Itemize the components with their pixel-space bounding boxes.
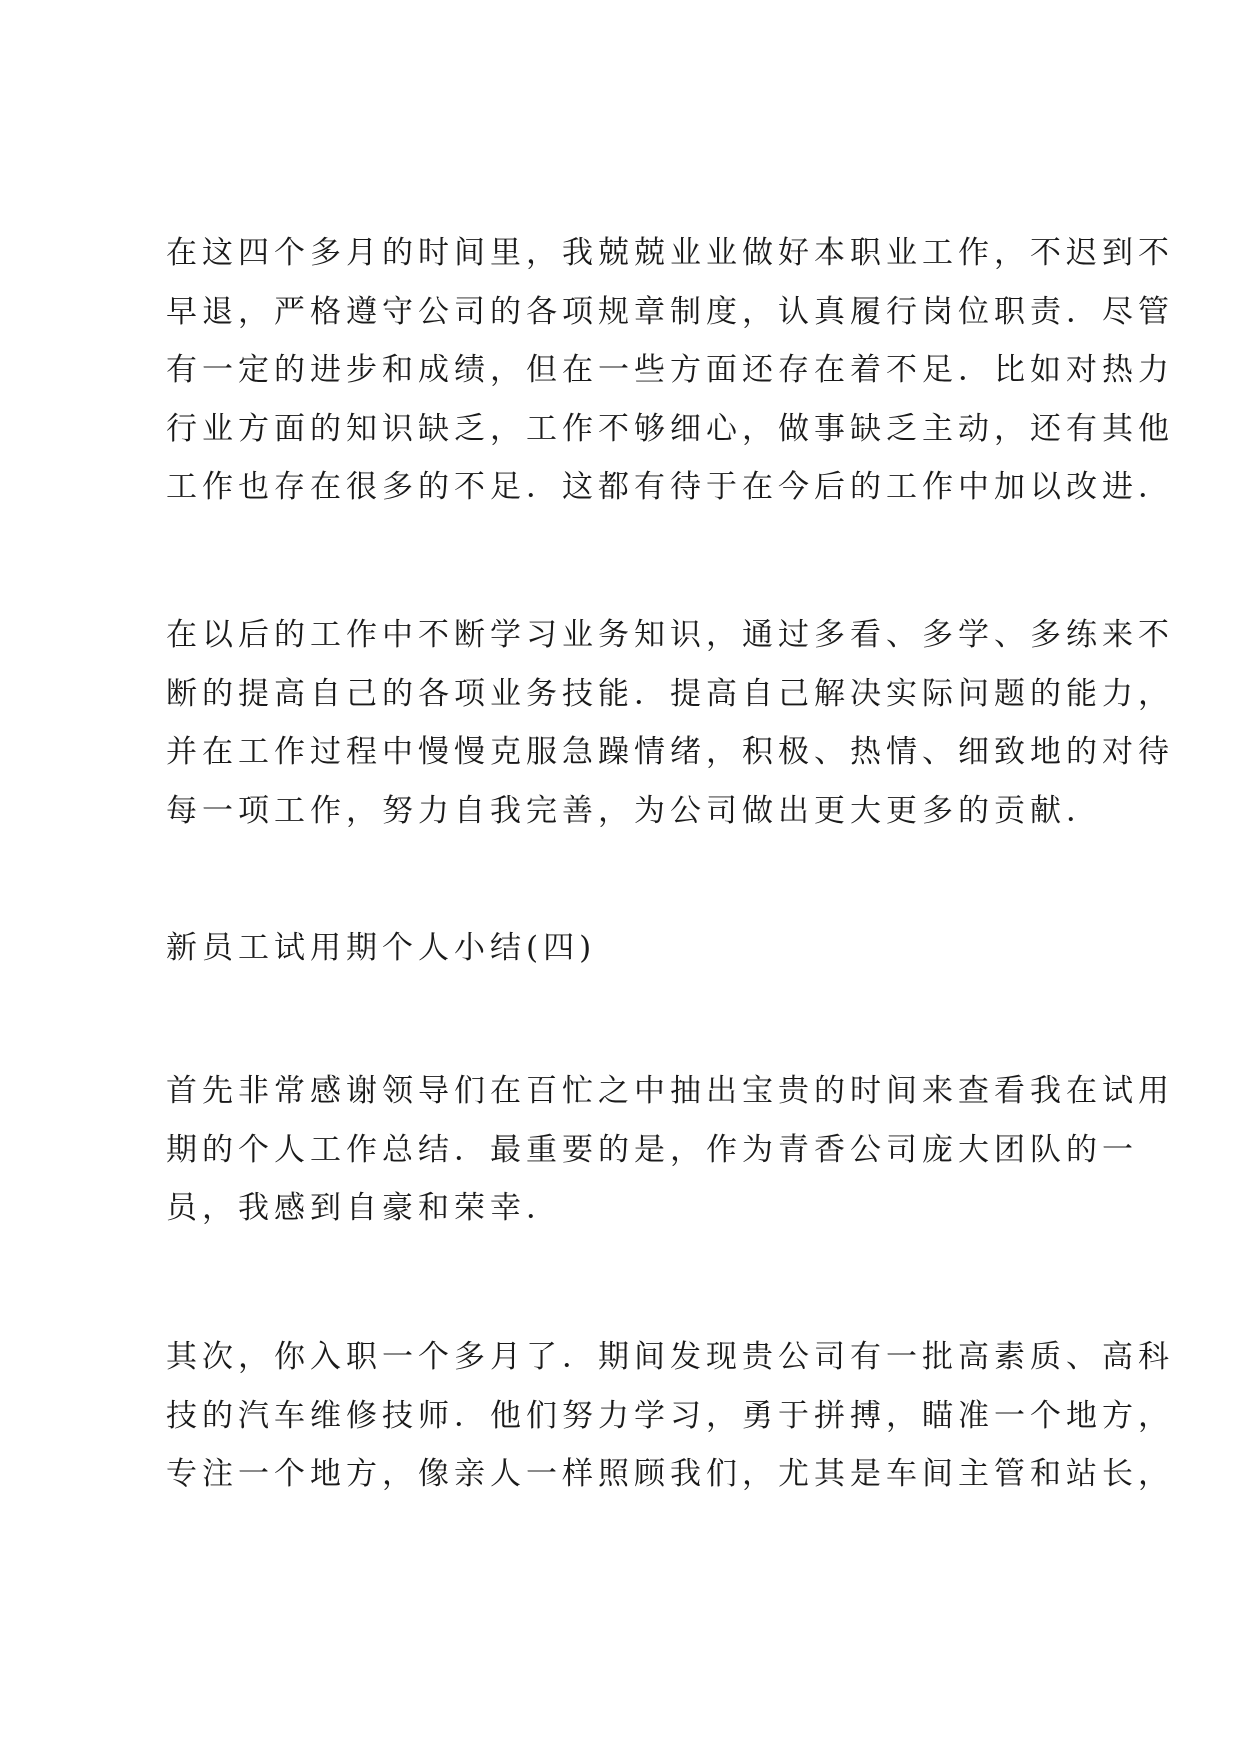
paragraph-line: 专注一个地方，像亲人一样照顾我们，尤其是车间主管和站长， (166, 1456, 1174, 1493)
section-heading (166, 919, 1106, 978)
paragraph-line: 并在工作过程中慢慢克服急躁情绪，积极、热情、细致地的对待 (166, 734, 1174, 771)
paragraph-line: 期的个人工作总结．最重要的是，作为青香公司庞大团队的一 (166, 1131, 1138, 1168)
paragraph-line: 在这四个多月的时间里，我兢兢业业做好本职业工作，不迟到不 (166, 235, 1174, 271)
paragraph-line: 技的汽车维修技师．他们努力学习，勇于拼搏，瞄准一个地方， (166, 1397, 1174, 1434)
paragraph-line: 断的提高自己的各项业务技能．提高自己解决实际问题的能力， (166, 675, 1174, 712)
paragraph-line: 其次，你入职一个多月了．期间发现贵公司有一批高素质、高科 (166, 1339, 1174, 1375)
paragraph-line: 行业方面的知识缺乏，工作不够细心，做事缺乏主动，还有其他 (166, 410, 1174, 447)
paragraph-line: 每一项工作，努力自我完善，为公司做出更大更多的贡献． (166, 792, 1102, 829)
paragraph-line: 员，我感到自豪和荣幸． (166, 1190, 562, 1227)
paragraph-thanks (166, 1062, 1174, 1238)
paragraph-line: 在以后的工作中不断学习业务知识，通过多看、多学、多练来不 (166, 617, 1174, 653)
paragraph-line: 工作也存在很多的不足．这都有待于在今后的工作中加以改进． (166, 469, 1174, 506)
paragraph-future-plans (166, 606, 1174, 840)
paragraph-probation-review (166, 224, 1174, 517)
paragraph-line: 早退，严格遵守公司的各项规章制度，认真履行岗位职责．尽管 (166, 293, 1174, 330)
paragraph-line: 首先非常感谢领导们在百忙之中抽出宝贵的时间来查看我在试用 (166, 1073, 1174, 1109)
paragraph-observations (166, 1328, 1174, 1504)
section-heading-text: 新员工试用期个人小结(四) (166, 930, 597, 966)
paragraph-line: 有一定的进步和成绩，但在一些方面还存在着不足．比如对热力 (166, 352, 1174, 389)
